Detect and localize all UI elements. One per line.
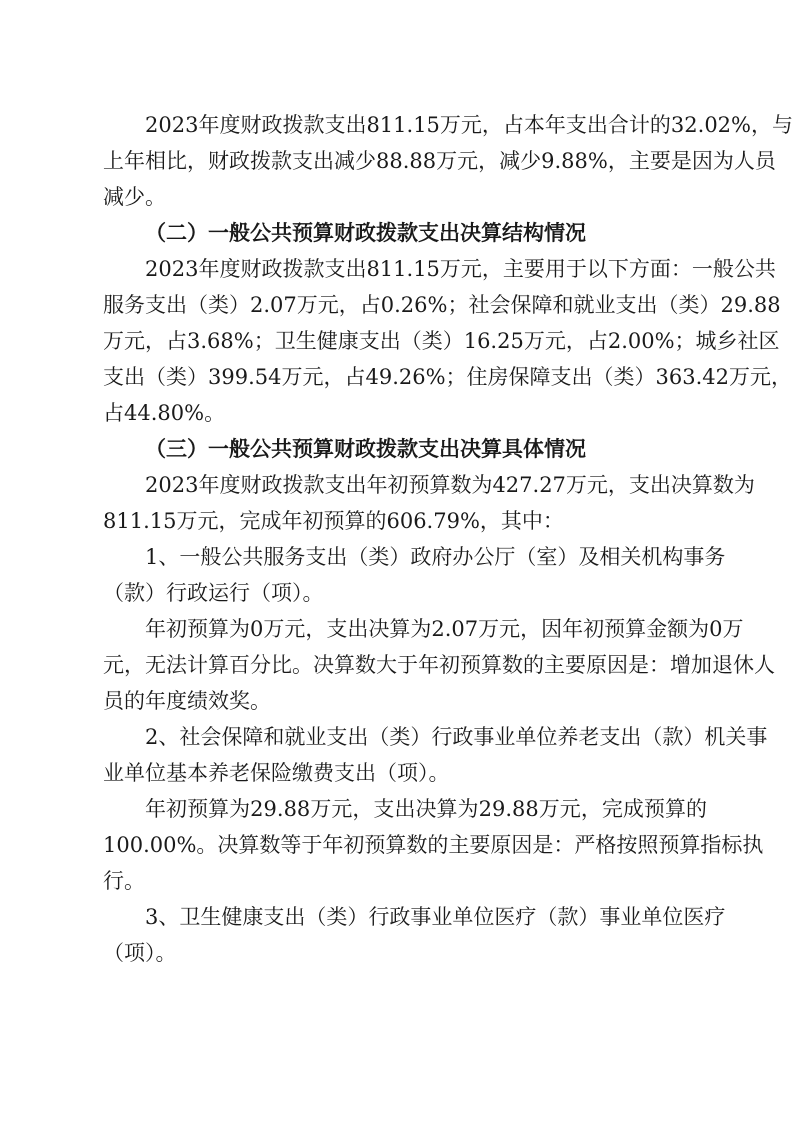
- text-line: 1、一般公共服务支出（类）政府办公厅（室）及相关机构事务: [145, 545, 726, 569]
- text-line: （三）一般公共预算财政拨款支出决算具体情况: [145, 437, 586, 461]
- text-line: 3、卫生健康支出（类）行政事业单位医疗（款）事业单位医疗: [145, 905, 726, 929]
- text-line: 占44.80%。: [103, 401, 226, 425]
- text-line: 减少。: [103, 185, 166, 209]
- text-line: （项）。: [103, 941, 177, 965]
- text-line: 行。: [103, 869, 145, 893]
- text-line: 811.15万元，完成年初预算的606.79%，其中：: [103, 509, 564, 533]
- paragraph: [103, 899, 726, 971]
- text-line: 业单位基本养老保险缴费支出（项）。: [103, 761, 450, 785]
- paragraph: [103, 467, 755, 539]
- paragraph: [103, 719, 768, 791]
- paragraph: [103, 539, 726, 611]
- text-line: 元，无法计算百分比。决算数大于年初预算数的主要原因是：增加退休人: [103, 653, 775, 677]
- text-line: （二）一般公共预算财政拨款支出决算结构情况: [145, 221, 586, 245]
- text-line: 2023年度财政拨款支出811.15万元，主要用于以下方面：一般公共: [145, 257, 776, 281]
- text-line: 2023年度财政拨款支出811.15万元，占本年支出合计的32.02%，与: [145, 113, 793, 137]
- text-line: 支出（类）399.54万元，占49.26%；住房保障支出（类）363.42万元，: [103, 365, 793, 389]
- text-line: 2023年度财政拨款支出年初预算数为427.27万元，支出决算数为: [145, 473, 755, 497]
- text-line: 员的年度绩效奖。: [103, 689, 271, 713]
- document-body: [103, 107, 793, 971]
- text-line: 上年相比，财政拨款支出减少88.88万元，减少9.88%，主要是因为人员: [103, 149, 776, 173]
- text-line: 服务支出（类）2.07万元，占0.26%；社会保障和就业支出（类）29.88: [103, 293, 781, 317]
- text-line: （款）行政运行（项）。: [103, 581, 324, 605]
- text-line: 100.00%。决算数等于年初预算数的主要原因是：严格按照预算指标执: [103, 833, 764, 857]
- paragraph: [103, 107, 793, 215]
- text-line: 2、社会保障和就业支出（类）行政事业单位养老支出（款）机关事: [145, 725, 768, 749]
- paragraph: [103, 251, 793, 431]
- section-heading: [103, 215, 707, 251]
- section-heading: [103, 431, 707, 467]
- text-line: 年初预算为0万元，支出决算为2.07万元，因年初预算金额为0万: [145, 617, 744, 641]
- text-line: 万元，占3.68%；卫生健康支出（类）16.25万元，占2.00%；城乡社区: [103, 329, 780, 353]
- text-line: 年初预算为29.88万元，支出决算为29.88万元，完成预算的: [145, 797, 707, 821]
- paragraph: [103, 791, 764, 899]
- paragraph: [103, 611, 775, 719]
